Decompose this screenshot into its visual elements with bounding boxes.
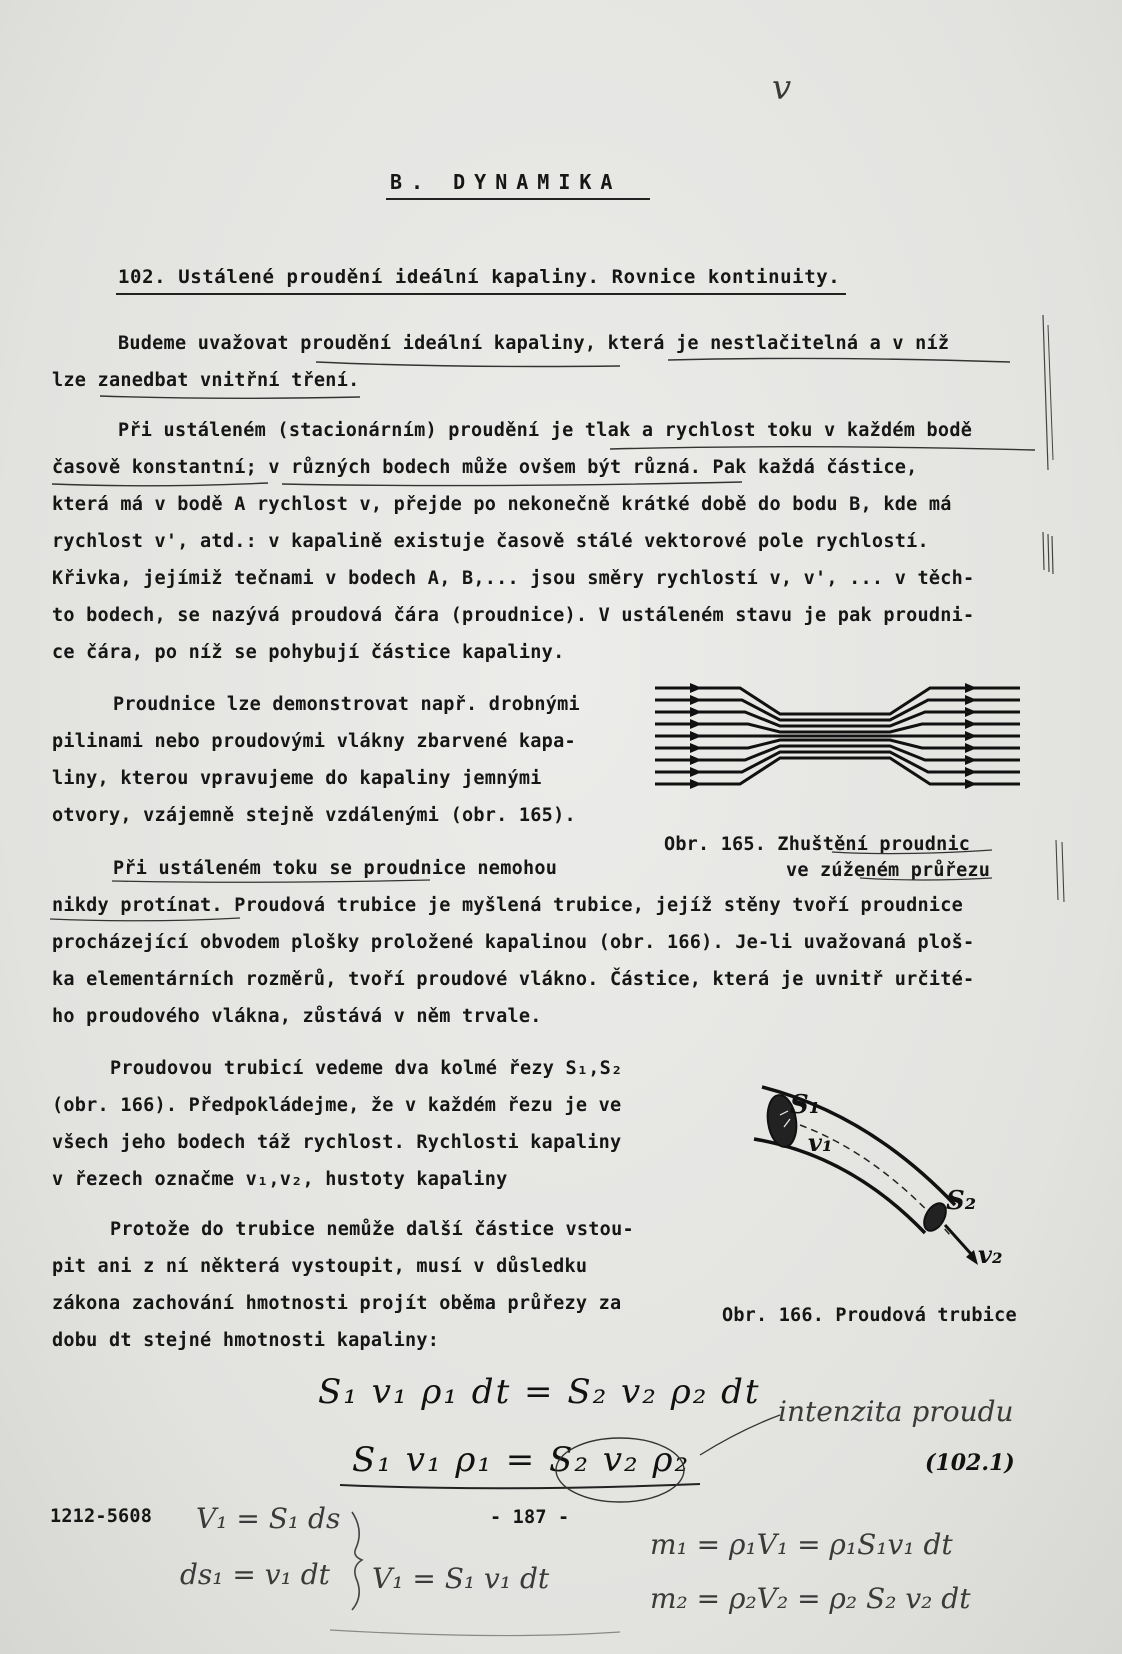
figure-166-label-s1: S₁ xyxy=(790,1090,821,1120)
paragraph-4-line-1: Při ustáleném toku se proudnice nemohou xyxy=(113,858,558,879)
paragraph-4-line-5: ho proudového vlákna, zůstává v něm trvale. xyxy=(52,1006,542,1027)
handwritten-annotation: intenzita proudu xyxy=(778,1395,1014,1428)
paragraph-5-line-1: Proudovou trubicí vedeme dva kolmé řezy S₁,S₂ xyxy=(110,1058,623,1079)
paragraph-1-line-1: Budeme uvažovat proudění ideální kapaliny, která je nestlačitelná a v níž xyxy=(118,333,950,354)
formula-line-2: S₁ v₁ ρ₁ = S₂ v₂ ρ₂ xyxy=(352,1440,691,1480)
page-number: - 187 - xyxy=(490,1507,570,1528)
section-heading: 102. Ustálené proudění ideální kapaliny. Rovnice kontinuity. xyxy=(118,266,841,288)
paragraph-2-line-6: to bodech, se nazývá proudová čára (proudnice). V ustáleném stavu je pak proudni- xyxy=(52,605,975,626)
paragraph-2-line-2: časově konstantní; v různých bodech může ovšem být různá. Pak každá částice, xyxy=(52,457,918,478)
figure-166-label-s2: S₂ xyxy=(946,1186,977,1216)
paragraph-6-line-1: Protože do trubice nemůže další částice vstou- xyxy=(110,1219,634,1240)
handwritten-note-left-1: V₁ = S₁ ds xyxy=(196,1502,341,1535)
figure-165-caption-line-2: ve zúženém průřezu xyxy=(786,860,991,881)
handwritten-note-left-3: V₁ = S₁ v₁ dt xyxy=(372,1562,550,1595)
paragraph-5-line-3: všech jeho bodech táž rychlost. Rychlosti kapaliny xyxy=(52,1132,622,1153)
paragraph-4-line-3: procházející obvodem plošky proložené kapalinou (obr. 166). Je-li uvažovaná ploš- xyxy=(52,932,975,953)
formula-line-1: S₁ v₁ ρ₁ dt = S₂ v₂ ρ₂ dt xyxy=(318,1372,761,1412)
paragraph-2-line-5: Křivka, jejímiž tečnami v bodech A, B,... jsou směry rychlostí v, v', ... v těch- xyxy=(52,568,975,589)
paragraph-3-line-2: pilinami nebo proudovými vlákny zbarvené kapa- xyxy=(52,731,576,752)
paragraph-6-line-3: zákona zachování hmotnosti projít oběma průřezy za xyxy=(52,1293,622,1314)
paragraph-3-line-4: otvory, vzájemně stejně vzdálenými (obr. 165). xyxy=(52,805,576,826)
paragraph-3-line-1: Proudnice lze demonstrovat např. drobnými xyxy=(113,694,580,715)
paragraph-4-line-2: nikdy protínat. Proudová trubice je myšlená trubice, jejíž stěny tvoří proudnice xyxy=(52,895,964,916)
paragraph-6-line-2: pit ani z ní některá vystoupit, musí v důsledku xyxy=(52,1256,588,1277)
figure-166-caption: Obr. 166. Proudová trubice xyxy=(722,1305,1017,1326)
paragraph-5-line-4: v řezech označme v₁,v₂, hustoty kapaliny xyxy=(52,1169,508,1190)
equation-number: (102.1) xyxy=(925,1450,1015,1476)
handwritten-note-right-1: m₁ = ρ₁V₁ = ρ₁S₁v₁ dt xyxy=(650,1528,953,1561)
figure-166-label-v2: v₂ xyxy=(978,1240,1003,1269)
paragraph-2-line-1: Při ustáleném (stacionárním) proudění je tlak a rychlost toku v každém bodě xyxy=(118,420,973,441)
handwritten-note-right-2: m₂ = ρ₂V₂ = ρ₂ S₂ v₂ dt xyxy=(650,1582,971,1615)
paragraph-3-line-3: liny, kterou vpravujeme do kapaliny jemnými xyxy=(52,768,542,789)
footer-code: 1212-5608 xyxy=(50,1506,153,1527)
handwritten-note-left-2: ds₁ = v₁ dt xyxy=(180,1558,330,1591)
figure-165-caption-line-1: Obr. 165. Zhuštění proudnic xyxy=(664,834,971,855)
document-title: B. DYNAMIKA xyxy=(390,170,622,194)
paragraph-2-line-4: rychlost v', atd.: v kapalině existuje časově stálé vektorové pole rychlostí. xyxy=(52,531,929,552)
paragraph-6-line-4: dobu dt stejné hmotnosti kapaliny: xyxy=(52,1330,440,1351)
paragraph-4-line-4: ka elementárních rozměrů, tvoří proudové vlákno. Částice, která je uvnitř určité- xyxy=(52,969,975,990)
paragraph-2-line-7: ce čára, po níž se pohybují částice kapaliny. xyxy=(52,642,565,663)
handwritten-margin-mark: v xyxy=(772,68,792,108)
figure-166-label-v1: v₁ xyxy=(808,1128,833,1157)
paragraph-2-line-3: která má v bodě A rychlost v, přejde po nekonečně krátké době do bodu B, kde má xyxy=(52,494,952,515)
paragraph-1-line-2: lze zanedbat vnitřní tření. xyxy=(52,370,360,391)
paragraph-5-line-2: (obr. 166). Předpokládejme, že v každém řezu je ve xyxy=(52,1095,622,1116)
